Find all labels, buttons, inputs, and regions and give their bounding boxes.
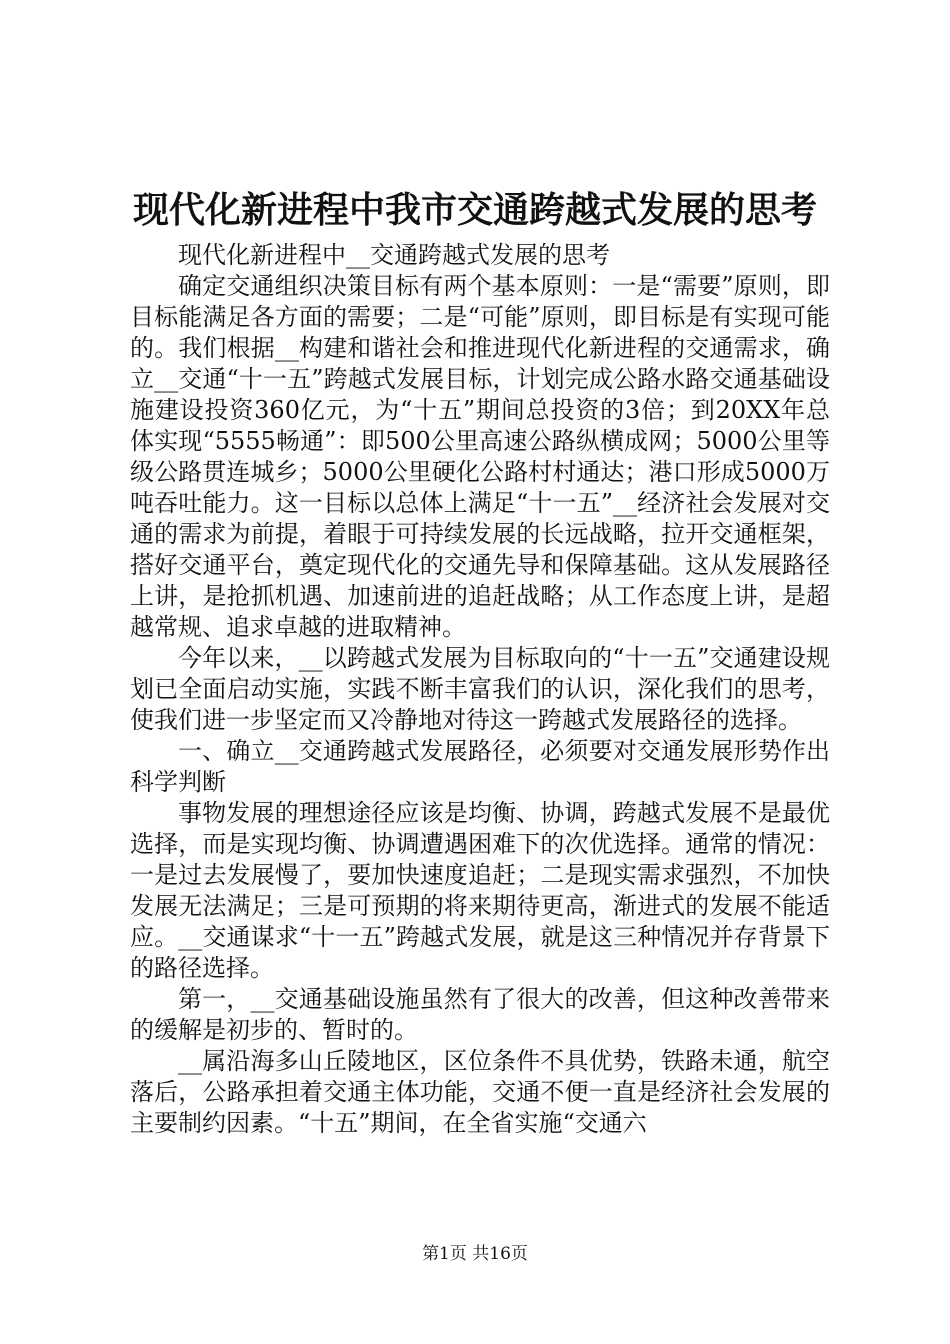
paragraph: 事物发展的理想途径应该是均衡、协调，跨越式发展不是最优选择，而是实现均衡、协调遭遇困难下的次优选择。通常的情况：一是过去发展慢了，要加快速度追赶；二是现实需求强烈，不加快发展无法满足；三是可预期的将来期待更高，渐进式的发展不能适应。__交通谋求“十一五”跨越式发展，就是这三种情况并存背景下的路径选择。 (130, 799, 830, 982)
page-footer: 第1页 共16页 (422, 1244, 528, 1264)
paragraph: 确定交通组织决策目标有两个基本原则：一是“需要”原则，即目标能满足各方面的需要；二是“可能”原则，即目标是有实现可能的。我们根据__构建和谐社会和推进现代化新进程的交通需求，确立__交通“十一五”跨越式发展目标，计划完成公路水路交通基础设施建设投资360亿元，为“十五”期间总投资的3倍；到20XX年总体实现“5555畅通”：即500公里高速公路纵横成网；5000公里等级公路贯连城乡；5000公里硬化公路村村通达；港口形成5000万吨吞吐能力。这一目标以总体上满足“十一五”__经济社会发展对交通的需求为前提，着眼于可持续发展的长远战略，拉开交通框架，搭好交通平台，奠定现代化的交通先导和保障基础。这从发展路径上讲，是抢抓机遇、加速前进的追赶战略；从工作态度上讲，是超越常规、追求卓越的进取精神。 (130, 272, 830, 641)
paragraph-subtitle: 现代化新进程中__交通跨越式发展的思考 (178, 241, 610, 269)
document-body (130, 240, 830, 1139)
paragraph: __属沿海多山丘陵地区，区位条件不具优势，铁路未通，航空落后，公路承担着交通主体功能，交通不便一直是经济社会发展的主要制约因素。“十五”期间，在全省实施“交通六 (130, 1047, 830, 1137)
paragraph: 今年以来，__以跨越式发展为目标取向的“十一五”交通建设规划已全面启动实施，实践不断丰富我们的认识，深化我们的思考，使我们进一步坚定而又冷静地对待这一跨越式发展路径的选择。 (130, 644, 830, 734)
paragraph: 第一，__交通基础设施虽然有了很大的改善，但这种改善带来的缓解是初步的、暂时的。 (130, 985, 830, 1044)
document-title: 现代化新进程中我市交通跨越式发展的思考 (132, 189, 817, 231)
section-heading: 一、确立__交通跨越式发展路径，必须要对交通发展形势作出科学判断 (130, 737, 830, 796)
